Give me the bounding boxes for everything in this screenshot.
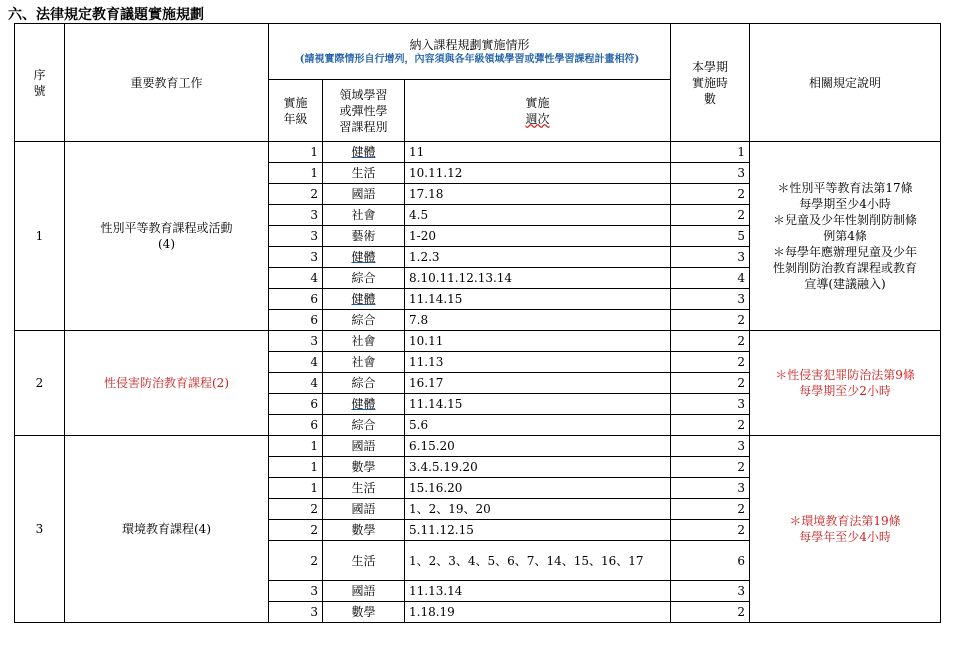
row-weeks: 5.11.12.15	[405, 520, 671, 541]
row-hours: 4	[671, 268, 750, 289]
row-hours: 3	[671, 289, 750, 310]
row-domain	[323, 478, 405, 499]
row-rules-line: ＊性別平等教育法第17條	[777, 181, 913, 195]
row-domain-label: 生活	[351, 553, 376, 568]
row-grade: 3	[269, 205, 323, 226]
row-weeks: 7.8	[405, 310, 671, 331]
row-domain-label: 國語	[351, 584, 376, 598]
row-domain	[323, 184, 405, 205]
row-grade: 3	[269, 226, 323, 247]
row-grade: 1	[269, 478, 323, 499]
row-weeks: 11.14.15	[405, 394, 671, 415]
header-weeks	[405, 80, 671, 142]
header-domain-line: 或彈性學	[339, 103, 388, 118]
row-grade: 1	[269, 436, 323, 457]
header-hours-line: 本學期	[692, 59, 729, 74]
row-grade: 1	[269, 142, 323, 163]
row-seq: 2	[15, 331, 65, 436]
row-domain	[323, 520, 405, 541]
row-weeks: 1-20	[405, 226, 671, 247]
row-weeks: 11.13.14	[405, 581, 671, 602]
row-domain-label: 國語	[351, 187, 376, 201]
row-domain	[323, 581, 405, 602]
row-weeks: 15.16.20	[405, 478, 671, 499]
header-plan-title: 納入課程規劃實施情形	[409, 38, 530, 52]
header-domain	[323, 80, 405, 142]
row-domain-label: 生活	[351, 166, 376, 180]
row-work-hours: (4)	[158, 237, 175, 251]
row-domain-label: 生活	[351, 481, 376, 495]
row-domain	[323, 394, 405, 415]
header-weeks-line: 實施	[525, 95, 550, 110]
row-hours: 3	[671, 247, 750, 268]
row-hours: 3	[671, 478, 750, 499]
row-domain-label: 數學	[351, 605, 376, 619]
row-weeks: 10.11	[405, 331, 671, 352]
row-hours: 3	[671, 394, 750, 415]
row-hours: 3	[671, 436, 750, 457]
row-domain-label: 數學	[351, 460, 376, 474]
row-domain-label: 社會	[351, 208, 376, 222]
header-seq	[15, 24, 65, 142]
row-domain-label: 國語	[351, 439, 376, 453]
row-work	[65, 142, 269, 331]
row-grade: 3	[269, 581, 323, 602]
row-rules-line: 性剝削防治教育課程或教育	[773, 261, 918, 275]
row-domain-label: 健體	[351, 145, 376, 159]
row-rules-line: ＊性侵害犯罪防治法第9條	[775, 368, 915, 382]
row-domain	[323, 457, 405, 478]
row-weeks: 11.13	[405, 352, 671, 373]
header-plan-note: (請視實際情形自行增列，內容須與各年級領域學習或彈性學習課程計畫相符)	[299, 54, 640, 65]
row-rules	[750, 436, 941, 623]
row-work	[65, 331, 269, 436]
row-grade: 2	[269, 184, 323, 205]
row-domain-label: 綜合	[351, 313, 376, 327]
row-domain	[323, 373, 405, 394]
row-grade: 3	[269, 602, 323, 623]
row-domain-label: 健體	[351, 397, 376, 411]
row-domain	[323, 142, 405, 163]
row-rules-line: ＊環境教育法第19條	[789, 514, 901, 528]
row-domain	[323, 226, 405, 247]
row-weeks: 1.18.19	[405, 602, 671, 623]
row-grade: 3	[269, 331, 323, 352]
row-domain	[323, 436, 405, 457]
row-hours: 2	[671, 352, 750, 373]
row-domain-label: 藝術	[351, 229, 376, 243]
row-domain-label: 數學	[351, 523, 376, 537]
header-seq-line: 序	[33, 67, 46, 82]
row-weeks: 4.5	[405, 205, 671, 226]
row-domain	[323, 289, 405, 310]
row-domain	[323, 268, 405, 289]
row-hours: 2	[671, 520, 750, 541]
row-grade: 2	[269, 520, 323, 541]
header-work: 重要教育工作	[65, 24, 269, 142]
row-grade: 4	[269, 373, 323, 394]
row-rules-line: 例第4條	[823, 229, 867, 243]
row-hours: 6	[671, 541, 750, 581]
row-weeks: 1、2、3、4、5、6、7、14、15、16、17	[405, 541, 671, 581]
row-hours: 2	[671, 415, 750, 436]
row-hours: 1	[671, 142, 750, 163]
row-hours: 2	[671, 205, 750, 226]
row-domain	[323, 541, 405, 581]
row-hours: 2	[671, 373, 750, 394]
header-rules: 相關規定說明	[750, 24, 941, 142]
row-hours: 2	[671, 602, 750, 623]
header-grade	[269, 80, 323, 142]
table-row	[15, 436, 941, 457]
row-rules-line: 每學期至少2小時	[799, 384, 891, 398]
row-grade: 1	[269, 457, 323, 478]
row-grade: 4	[269, 268, 323, 289]
header-hours	[671, 24, 750, 142]
row-domain-label: 健體	[351, 250, 376, 264]
row-domain	[323, 205, 405, 226]
row-weeks: 11	[405, 142, 671, 163]
header-domain-line: 領域學習	[339, 87, 388, 102]
row-rules-line: ＊兒童及少年性剝削防制條	[773, 213, 918, 227]
row-domain	[323, 310, 405, 331]
row-domain	[323, 247, 405, 268]
row-grade: 4	[269, 352, 323, 373]
row-work-title: 環境教育課程(4)	[122, 522, 211, 536]
row-weeks: 11.14.15	[405, 289, 671, 310]
row-weeks: 17.18	[405, 184, 671, 205]
row-domain	[323, 415, 405, 436]
row-work	[65, 436, 269, 623]
row-weeks: 1、2、19、20	[405, 499, 671, 520]
header-hours-line: 數	[704, 91, 717, 106]
row-domain-label: 綜合	[351, 271, 376, 285]
row-grade: 6	[269, 394, 323, 415]
row-weeks: 3.4.5.19.20	[405, 457, 671, 478]
row-hours: 2	[671, 184, 750, 205]
row-hours: 3	[671, 581, 750, 602]
row-domain-label: 綜合	[351, 418, 376, 432]
page-title: 六、法律規定教育議題實施規劃	[8, 7, 204, 23]
header-plan	[269, 24, 671, 80]
row-grade: 6	[269, 415, 323, 436]
table-row	[15, 331, 941, 352]
row-domain-label: 國語	[351, 502, 376, 516]
row-weeks: 16.17	[405, 373, 671, 394]
row-rules-line: ＊每學年應辦理兒童及少年	[773, 245, 918, 259]
row-domain	[323, 352, 405, 373]
row-weeks: 6.15.20	[405, 436, 671, 457]
row-hours: 2	[671, 457, 750, 478]
row-rules	[750, 142, 941, 331]
row-weeks: 1.2.3	[405, 247, 671, 268]
row-hours: 5	[671, 226, 750, 247]
row-domain-label: 健體	[351, 292, 376, 306]
row-grade: 2	[269, 541, 323, 581]
row-weeks: 8.10.11.12.13.14	[405, 268, 671, 289]
header-grade-line: 實施	[283, 95, 308, 110]
row-hours: 2	[671, 499, 750, 520]
header-weeks-line: 週次	[525, 111, 550, 126]
row-domain	[323, 499, 405, 520]
row-grade: 1	[269, 163, 323, 184]
table-row	[15, 142, 941, 163]
row-domain	[323, 331, 405, 352]
row-weeks: 5.6	[405, 415, 671, 436]
row-grade: 6	[269, 310, 323, 331]
row-domain-label: 社會	[351, 355, 376, 369]
row-weeks: 10.11.12	[405, 163, 671, 184]
row-work-title: 性侵害防治教育課程(2)	[104, 376, 229, 390]
row-seq: 3	[15, 436, 65, 623]
education-plan-table	[14, 23, 941, 623]
row-domain-label: 綜合	[351, 376, 376, 390]
row-grade: 3	[269, 247, 323, 268]
row-hours: 2	[671, 310, 750, 331]
row-rules-line: 每學年至少4小時	[799, 530, 891, 544]
row-domain-label: 社會	[351, 334, 376, 348]
row-domain	[323, 163, 405, 184]
header-hours-line: 實施時	[692, 75, 729, 90]
row-seq: 1	[15, 142, 65, 331]
row-work-title: 性別平等教育課程或活動	[100, 221, 233, 235]
header-domain-line: 習課程別	[339, 119, 388, 134]
row-grade: 6	[269, 289, 323, 310]
header-seq-line: 號	[33, 83, 46, 98]
row-rules-line: 宣導(建議融入)	[804, 277, 886, 291]
row-domain	[323, 602, 405, 623]
row-rules-line: 每學期至少4小時	[799, 197, 891, 211]
row-grade: 2	[269, 499, 323, 520]
header-grade-line: 年級	[283, 111, 308, 126]
row-hours: 2	[671, 331, 750, 352]
row-rules	[750, 331, 941, 436]
row-hours: 3	[671, 163, 750, 184]
